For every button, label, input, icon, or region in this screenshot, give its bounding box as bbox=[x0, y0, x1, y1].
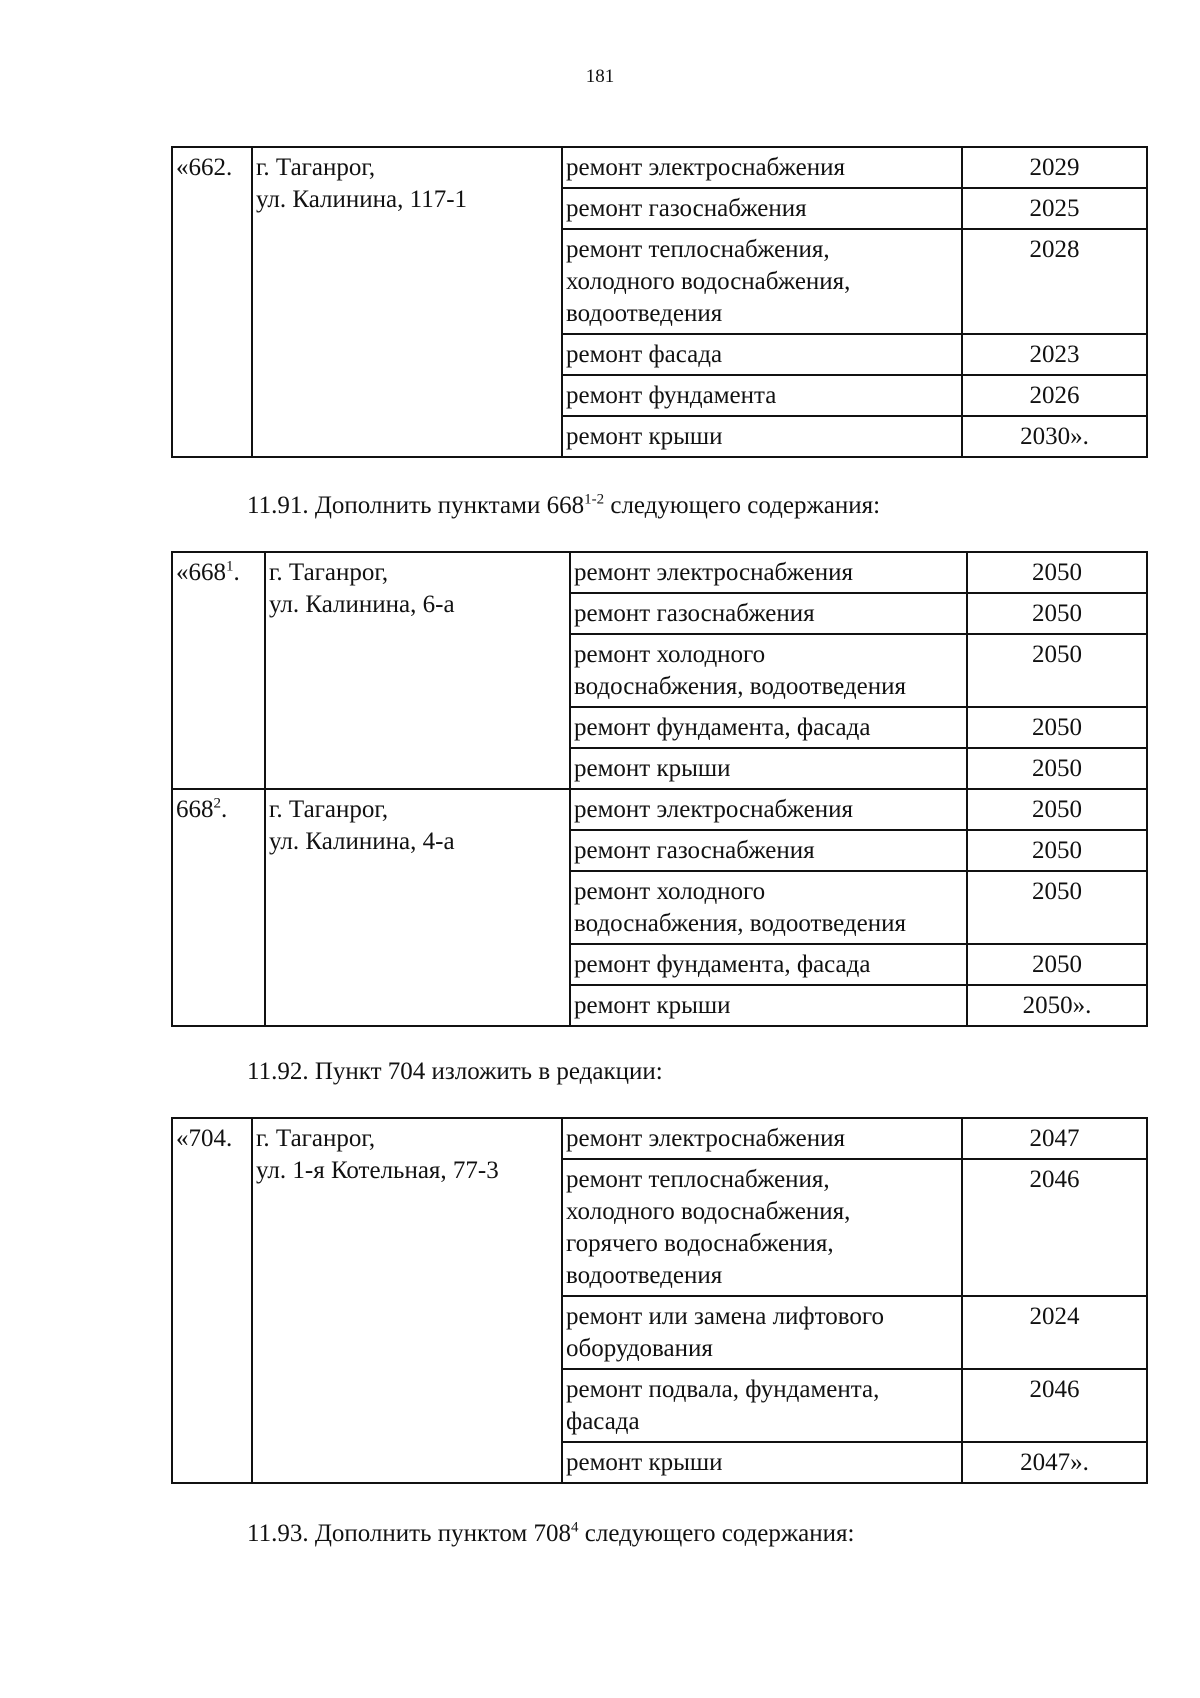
table-row bbox=[172, 147, 1147, 188]
work-type: ремонт фундамента, фасада bbox=[570, 944, 967, 985]
work-type: ремонт крыши bbox=[570, 748, 967, 789]
address-line: ул. 1-я Котельная, 77-3 bbox=[256, 1157, 499, 1184]
address-cell bbox=[252, 147, 562, 457]
work-type: ремонт крыши bbox=[570, 985, 967, 1026]
work-type: ремонт теплоснабжения, холодного водоснабжения, горячего водоснабжения, водоотведения bbox=[562, 1159, 962, 1296]
work-type: ремонт крыши bbox=[562, 416, 962, 457]
work-type: ремонт подвала, фундамента, фасада bbox=[562, 1369, 962, 1442]
work-type: ремонт или замена лифтового оборудования bbox=[562, 1296, 962, 1369]
table-row bbox=[172, 552, 1147, 593]
address-line: ул. Калинина, 117-1 bbox=[256, 186, 468, 213]
work-type: ремонт холодного водоснабжения, водоотведения bbox=[570, 871, 967, 944]
paragraph-11-91: 11.91. Дополнить пунктами 668$^{1-2}$ следующего содержания: bbox=[247, 491, 881, 519]
item-number: $668^2$. bbox=[172, 789, 265, 1026]
address-cell bbox=[252, 1118, 562, 1483]
work-year: 2028 bbox=[962, 229, 1147, 334]
item-number: «704. bbox=[172, 1118, 252, 1483]
work-year: 2050 bbox=[967, 707, 1147, 748]
paragraph-11-92: 11.92. Пункт 704 изложить в редакции: bbox=[247, 1058, 663, 1085]
work-year: 2047 bbox=[962, 1118, 1147, 1159]
paragraph-11-93: 11.93. Дополнить пунктом $708^4$ следующего содержания: bbox=[247, 1519, 855, 1547]
work-type: ремонт электроснабжения bbox=[562, 1118, 962, 1159]
work-year: 2050 bbox=[967, 552, 1147, 593]
address-line: г. Таганрог, bbox=[256, 1125, 376, 1152]
address-line: г. Таганрог, bbox=[256, 154, 376, 181]
work-type: ремонт теплоснабжения, холодного водоснабжения, водоотведения bbox=[562, 229, 962, 334]
work-year: 2050 bbox=[967, 871, 1147, 944]
work-year: 2050 bbox=[967, 944, 1147, 985]
work-type: ремонт холодного водоснабжения, водоотведения bbox=[570, 634, 967, 707]
amendment-table-704 bbox=[171, 1117, 1148, 1484]
work-year: 2046 bbox=[962, 1159, 1147, 1296]
work-type: ремонт электроснабжения bbox=[562, 147, 962, 188]
work-type: ремонт фундамента, фасада bbox=[570, 707, 967, 748]
work-year: 2050 bbox=[967, 634, 1147, 707]
work-year: 2050 bbox=[967, 830, 1147, 871]
table-row bbox=[172, 789, 1147, 830]
work-type: ремонт электроснабжения bbox=[570, 552, 967, 593]
work-year: 2050 bbox=[967, 593, 1147, 634]
amendment-table-662 bbox=[171, 146, 1148, 458]
work-type: ремонт фасада bbox=[562, 334, 962, 375]
work-year: 2023 bbox=[962, 334, 1147, 375]
item-number: «$668^1$. bbox=[172, 552, 265, 789]
item-number: «662. bbox=[172, 147, 252, 457]
amendment-table-668 bbox=[171, 551, 1148, 1027]
table-row bbox=[172, 1118, 1147, 1159]
page-number: 181 bbox=[585, 66, 615, 87]
work-type: ремонт крыши bbox=[562, 1442, 962, 1483]
work-year: 2050». bbox=[967, 985, 1147, 1026]
work-type: ремонт электроснабжения bbox=[570, 789, 967, 830]
work-type: ремонт газоснабжения bbox=[570, 830, 967, 871]
work-type: ремонт газоснабжения bbox=[570, 593, 967, 634]
work-year: 2030». bbox=[962, 416, 1147, 457]
address-line: г. Таганрог, bbox=[269, 559, 389, 586]
work-year: 2026 bbox=[962, 375, 1147, 416]
work-type: ремонт газоснабжения bbox=[562, 188, 962, 229]
address-cell bbox=[265, 789, 570, 1026]
address-line: ул. Калинина, 6-а bbox=[269, 591, 455, 618]
work-year: 2047». bbox=[962, 1442, 1147, 1483]
work-year: 2046 bbox=[962, 1369, 1147, 1442]
work-year: 2029 bbox=[962, 147, 1147, 188]
work-year: 2024 bbox=[962, 1296, 1147, 1369]
address-line: ул. Калинина, 4-а bbox=[269, 828, 455, 855]
work-type: ремонт фундамента bbox=[562, 375, 962, 416]
address-line: г. Таганрог, bbox=[269, 796, 389, 823]
address-cell bbox=[265, 552, 570, 789]
work-year: 2050 bbox=[967, 789, 1147, 830]
work-year: 2050 bbox=[967, 748, 1147, 789]
work-year: 2025 bbox=[962, 188, 1147, 229]
